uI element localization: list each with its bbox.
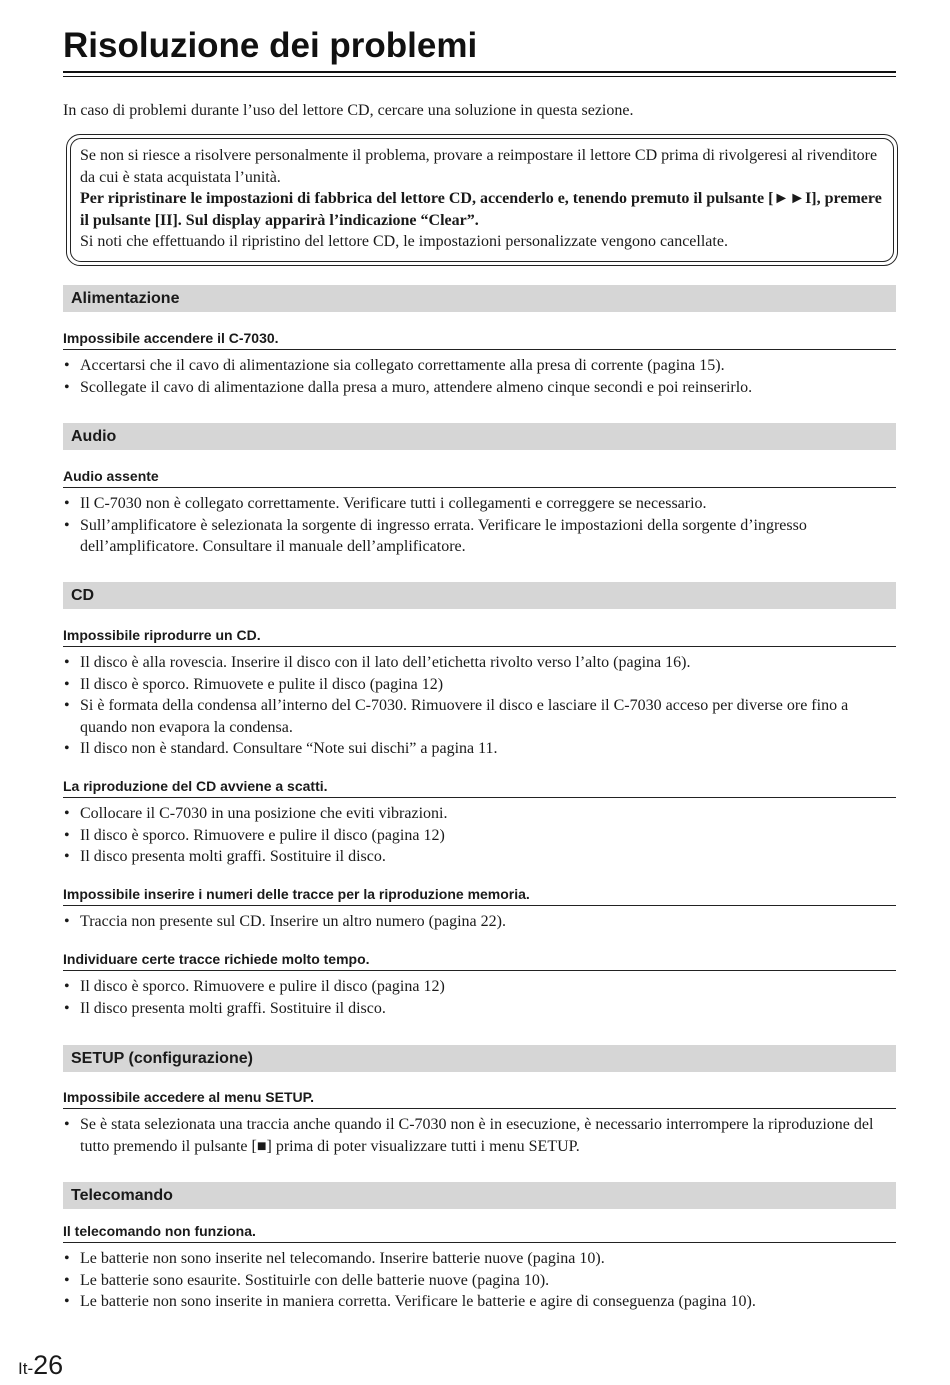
problem-heading: Impossibile inserire i numeri delle tracce per la riproduzione memoria. <box>63 884 896 906</box>
solution-list <box>63 1248 896 1313</box>
solution-list <box>63 355 896 398</box>
problem-heading: Audio assente <box>63 466 896 488</box>
list-item: • Il disco presenta molti graffi. Sostituire il disco. <box>63 998 896 1020</box>
title-rule <box>63 71 896 73</box>
note-text: Si noti che effettuando il ripristino del lettore CD, le impostazioni personalizzate vengono cancellate. <box>80 233 728 250</box>
solution-list <box>63 652 896 760</box>
list-item: • Il disco è sporco. Rimuovere e pulire il disco (pagina 12) <box>63 976 896 998</box>
list-item: • Si è formata della condensa all’interno del C-7030. Rimuovere il disco e lasciare il C-7030 acceso per diverse ore fino a quando non evapora la condensa. <box>63 695 896 738</box>
list-item: • Il disco presenta molti graffi. Sostituire il disco. <box>63 846 896 868</box>
page-number <box>18 1350 63 1385</box>
problem-heading: La riproduzione del CD avviene a scatti. <box>63 776 896 798</box>
list-item: • Traccia non presente sul CD. Inserire un altro numero (pagina 22). <box>63 911 896 933</box>
page-title: Risoluzione dei problemi <box>63 26 478 65</box>
list-item: • Il disco non è standard. Consultare “Note sui dischi” a pagina 11. <box>63 738 896 760</box>
problem-heading: Il telecomando non funziona. <box>63 1221 896 1243</box>
list-item: • Il disco è sporco. Rimuovete e pulite il disco (pagina 12) <box>63 674 896 696</box>
problem-heading: Impossibile accedere al menu SETUP. <box>63 1087 896 1109</box>
list-item: • Sull’amplificatore è selezionata la sorgente di ingresso errata. Verificare le impostazioni della sorgente d’ingresso dell’amplificatore. Consultare il manuale dell’amplificatore. <box>63 515 896 558</box>
list-item: • Il disco è sporco. Rimuovere e pulire il disco (pagina 12) <box>63 825 896 847</box>
solution-list <box>63 976 896 1019</box>
section-heading-telecomando: Telecomando <box>63 1182 896 1209</box>
section-heading-alimentazione: Alimentazione <box>63 285 896 312</box>
note-text: Se non si riesce a risolvere personalmente il problema, provare a reimpostare il lettore CD prima di rivolgeresi al rivenditore da cui è stata acquistata l’unità. <box>80 147 878 186</box>
problem-heading: Impossibile riprodurre un CD. <box>63 625 896 647</box>
list-item: • Accertarsi che il cavo di alimentazione sia collegato correttamente alla presa di corrente (pagina 15). <box>63 355 896 377</box>
page-number-value: 26 <box>33 1350 64 1380</box>
list-item: • Scollegate il cavo di alimentazione dalla presa a muro, attendere almeno cinque secondi e poi reinserirlo. <box>63 377 896 399</box>
reset-instructions: Per ripristinare le impostazioni di fabbrica del lettore CD, accenderlo e, tenendo premuto il pulsante [►►I], premere il pulsante [II]. Sul display apparirà l’indicazione “Clear”. <box>80 190 882 229</box>
page-prefix: It- <box>18 1359 34 1378</box>
section-heading-audio: Audio <box>63 423 896 450</box>
problem-heading: Impossibile accendere il C-7030. <box>63 328 896 350</box>
title-rule <box>63 76 896 77</box>
solution-list <box>63 493 896 558</box>
list-item: • Collocare il C-7030 in una posizione che eviti vibrazioni. <box>63 803 896 825</box>
list-item: • Le batterie non sono inserite nel telecomando. Inserire batterie nuove (pagina 10). <box>63 1248 896 1270</box>
section-heading-cd: CD <box>63 582 896 609</box>
note-box <box>70 138 894 262</box>
list-item: • Se è stata selezionata una traccia anche quando il C-7030 non è in esecuzione, è necessario interrompere la riproduzione del tutto premendo il pulsante [■] prima di poter visualizzare tutti i menu SETUP. <box>63 1114 896 1157</box>
list-item: • Il disco è alla rovescia. Inserire il disco con il lato dell’etichetta rivolto verso l’alto (pagina 16). <box>63 652 896 674</box>
list-item: • Le batterie sono esaurite. Sostituirle con delle batterie nuove (pagina 10). <box>63 1270 896 1292</box>
problem-heading: Individuare certe tracce richiede molto tempo. <box>63 949 896 971</box>
list-item: • Il C-7030 non è collegato correttamente. Verificare tutti i collegamenti e correggere se necessario. <box>63 493 896 515</box>
section-heading-setup: SETUP (configurazione) <box>63 1045 896 1072</box>
list-item: • Le batterie non sono inserite in maniera corretta. Verificare le batterie e agire di conseguenza (pagina 10). <box>63 1291 896 1313</box>
intro-text: In caso di problemi durante l’uso del lettore CD, cercare una soluzione in questa sezione. <box>63 102 634 119</box>
solution-list <box>63 911 896 933</box>
solution-list <box>63 1114 896 1157</box>
solution-list <box>63 803 896 868</box>
